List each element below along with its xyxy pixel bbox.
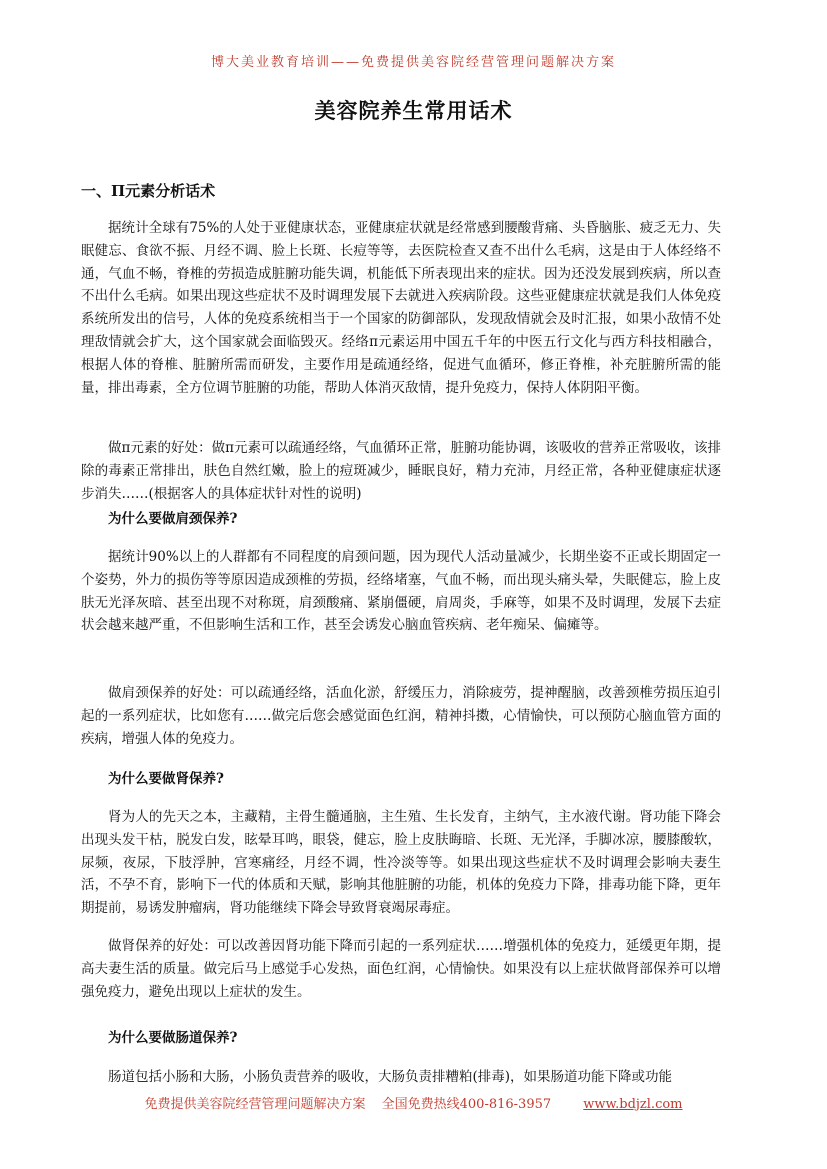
page-header: 博大美业教育培训——免费提供美容院经营管理问题解决方案 [210, 55, 616, 70]
paragraph-kidney-benefits: 做肾保养的好处：可以改善因肾功能下降而引起的一系列症状……增强机体的免疫力，延缓更年期，提高夫妻生活的质量。做完后马上感觉手心发热，面色红润，心情愉快。如果没有以上症状做肾部保养可以增强免疫力，避免出现以上症状的发生。 [81, 938, 721, 1000]
paragraph-kidney: 肾为人的先天之本，主藏精，主骨生髓通脑，主生殖、生长发育，主纳气，主水液代谢。肾功能下降会出现头发干枯，脱发白发，眩晕耳鸣，眼袋，健忘，脸上皮肤晦暗、长斑、无光泽，手脚冰凉，腰膝酸软，尿频，夜尿，下肢浮肿，宫寒痛经，月经不调，性冷淡等等。如果出现这些症状不及时调理会影响夫妻生活，不孕不育，影响下一代的体质和天赋，影响其他脏腑的功能，机体的免疫力下降，排毒功能下降，更年期提前，易诱发肿瘤病，肾功能继续下降会导致肾衰竭尿毒症。 [81, 809, 721, 917]
question-intestine: 为什么要做肠道保养? [108, 1030, 238, 1046]
paragraph-shoulder-neck: 据统计90%以上的人群都有不同程度的肩颈问题，因为现代人活动量减少，长期坐姿不正或长期固定一个姿势，外力的损伤等等原因造成颈椎的劳损，经络堵塞，气血不畅，而出现头痛头晕，失眠健忘，脸上皮肤无光泽灰暗、甚至出现不对称斑，肩颈酸痛、紧崩僵硬，肩周炎，手麻等，如果不及时调理，发展下去症状会越来越严重，不但影响生活和工作，甚至会诱发心脑血管疾病、老年痴呆、偏瘫等。 [81, 549, 721, 634]
paragraph-intro: 据统计全球有75%的人处于亚健康状态，亚健康症状就是经常感到腰酸背痛、头昏脑胀、疲乏无力、失眠健忘、食欲不振、月经不调、脸上长斑、长痘等等，去医院检查又查不出什么毛病，这是由于人体经络不通，气血不畅，脊椎的劳损造成脏腑功能失调，机能低下所表现出来的症状。因为还没发展到疾病，所以查不出什么毛病。如果出现这些症状不及时调理发展下去就进入疾病阶段。这些亚健康症状就是我们人体免疫系统所发出的信号，人体的免疫系统相当于一个国家的防御部队，发现敌情就会及时汇报，如果小敌情不处理敌情就会扩大，这个国家就会面临毁灭。经络π元素运用中国五千年的中医五行文化与西方科技相融合，根据人体的脊椎、脏腑所需而研发，主要作用是疏通经络，促进气血循环，修正脊椎，补充脏腑所需的能量，排出毒素，全方位调节脏腑的功能，帮助人体消灭敌情，提升免疫力，保持人体阴阳平衡。 [81, 220, 721, 396]
footer-hotline: 全国免费热线400-816-3957 [381, 1097, 552, 1112]
section-title: 一、Π元素分析话术 [81, 182, 216, 200]
question-shoulder-neck: 为什么要做肩颈保养? [108, 511, 238, 527]
page-footer [0, 1093, 827, 1112]
footer-url-link[interactable]: www.bdjzl.com [583, 1097, 683, 1112]
question-kidney: 为什么要做肾保养? [108, 771, 224, 787]
paragraph-intestine: 肠道包括小肠和大肠，小肠负责营养的吸收，大肠负责排糟粕(排毒)，如果肠道功能下降或功能 [108, 1069, 673, 1085]
paragraph-shoulder-benefits: 做肩颈保养的好处：可以疏通经络，活血化淤，舒缓压力，消除疲劳，提神醒脑，改善颈椎劳损压迫引起的一系列症状，比如您有……做完后您会感觉面色红润，精神抖擞，心情愉快，可以预防心脑血管方面的疾病，增强人体的免疫力。 [81, 685, 721, 747]
page-title: 美容院养生常用话术 [314, 98, 513, 123]
footer-text: 免费提供美容院经营管理问题解决方案 [144, 1097, 366, 1112]
paragraph-pi-benefits: 做π元素的好处：做π元素可以疏通经络，气血循环正常，脏腑功能协调，该吸收的营养正常吸收，该排除的毒素正常排出，肤色自然红嫩，脸上的痘斑减少，睡眠良好，精力充沛，月经正常，各种亚健康症状逐步消失……(根据客人的具体症状针对性的说明) [81, 440, 721, 502]
